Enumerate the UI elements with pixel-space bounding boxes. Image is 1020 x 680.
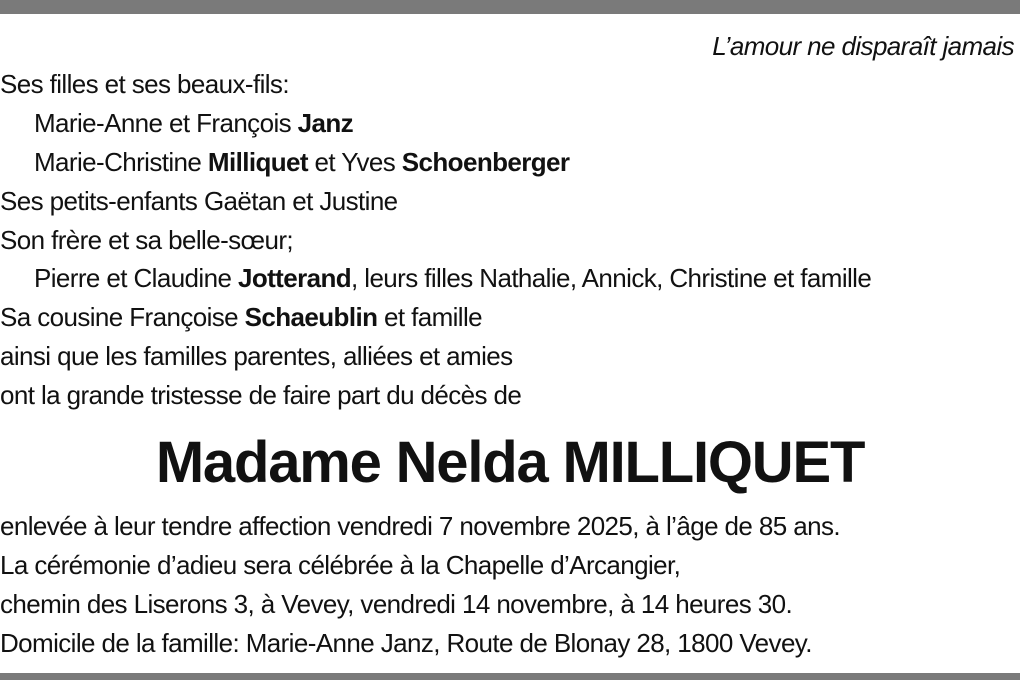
deceased-name: Madame Nelda MILLIQUET (155, 430, 865, 495)
family-surname: Milliquet (207, 147, 308, 177)
family-line-middle: et Yves (307, 147, 402, 177)
family-surname-2: Schoenberger (401, 147, 570, 177)
family-line-milliquet (34, 146, 569, 178)
relatives-line: ainsi que les familles parentes, alliées et amies (0, 341, 513, 371)
family-surname: Janz (297, 108, 354, 138)
cousin-rest: et famille (377, 302, 483, 332)
detail-line-4: Domicile de la famille: Marie-Anne Janz, Route de Blonay 28, 1800 Vevey. (0, 628, 812, 658)
bottom-rule (0, 673, 1020, 680)
cousin-line (0, 301, 482, 333)
motto: L’amour ne disparaît jamais (712, 31, 1014, 61)
family-line-jotterand (34, 262, 871, 294)
detail-line-2: La cérémonie d’adieu sera célébrée à la Chapelle d’Arcangier, (0, 550, 681, 580)
top-rule (0, 0, 1020, 14)
detail-line-1: enlevée à leur tendre affection vendredi 7 novembre 2025, à l’âge de 85 ans. (0, 511, 840, 541)
cousin-given: Sa cousine Françoise (0, 302, 245, 332)
grandchildren-line: Ses petits-enfants Gaëtan et Justine (0, 186, 398, 216)
sibling-intro: Son frère et sa belle-sœur; (0, 225, 294, 255)
cousin-surname: Schaeublin (244, 302, 378, 332)
daughters-intro: Ses filles et ses beaux-fils: (0, 69, 289, 99)
announcement-line: ont la grande tristesse de faire part du décès de (0, 380, 522, 410)
family-line-rest: , leurs filles Nathalie, Annick, Christine et famille (351, 263, 872, 293)
family-surname: Jotterand (237, 263, 352, 293)
family-line-given: Marie-Anne et François (34, 108, 298, 138)
family-line-given: Pierre et Claudine (34, 263, 238, 293)
family-line-janz (34, 107, 353, 139)
family-line-given: Marie-Christine (34, 147, 208, 177)
detail-line-3: chemin des Liserons 3, à Vevey, vendredi 14 novembre, à 14 heures 30. (0, 589, 793, 619)
